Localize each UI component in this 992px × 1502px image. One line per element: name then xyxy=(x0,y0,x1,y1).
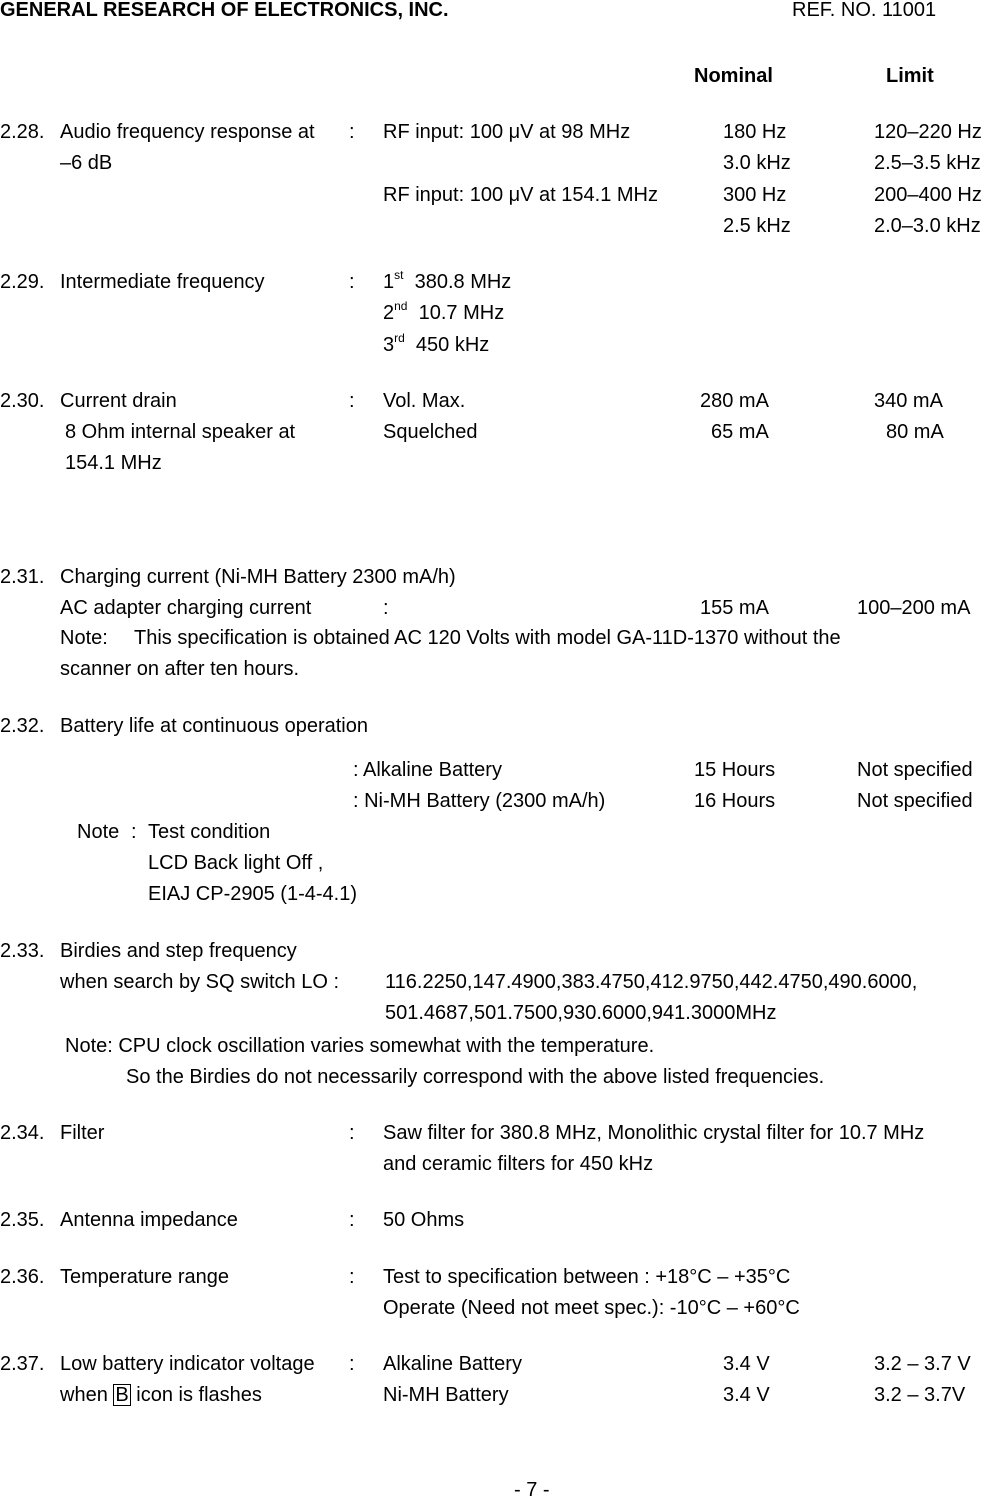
note-line: Test condition xyxy=(148,821,271,843)
condition-label: Ni-MH Battery xyxy=(383,1384,509,1406)
colon: : xyxy=(349,1266,355,1288)
limit-value: 3.2 – 3.7V xyxy=(874,1384,966,1406)
limit-value: 2.5–3.5 kHz xyxy=(874,152,981,174)
filter-description-cont: and ceramic filters for 450 kHz xyxy=(383,1153,654,1175)
test-temperature: Test to specification between : +18°C – +35°C xyxy=(383,1266,791,1288)
section-number: 2.33. xyxy=(0,940,45,962)
operate-temperature: Operate (Need not meet spec.): -10°C – +60°C xyxy=(383,1297,800,1319)
battery-icon: B xyxy=(115,1384,129,1406)
spec-title: Intermediate frequency xyxy=(60,271,265,293)
condition-label: : Alkaline Battery xyxy=(353,759,502,781)
section-number: 2.32. xyxy=(0,715,45,737)
section-number: 2.29. xyxy=(0,271,45,293)
nominal-value: 3.4 V xyxy=(723,1384,770,1406)
limit-value: 100–200 mA xyxy=(857,597,971,619)
spec-title: Antenna impedance xyxy=(60,1209,238,1231)
section-number: 2.30. xyxy=(0,390,45,412)
reference-number: REF. NO. 11001 xyxy=(792,0,937,21)
if-first: 1st 380.8 MHz xyxy=(383,268,512,293)
limit-value: Not specified xyxy=(857,790,973,812)
if-second: 2nd 10.7 MHz xyxy=(383,299,505,324)
spec-title: Birdies and step frequency xyxy=(60,940,297,962)
nominal-value: 2.5 kHz xyxy=(723,215,791,237)
nominal-heading: Nominal xyxy=(694,65,773,87)
section-number: 2.37. xyxy=(0,1353,45,1375)
limit-value: Not specified xyxy=(857,759,973,781)
spec-title-cont: 154.1 MHz xyxy=(65,452,162,474)
colon: : xyxy=(349,390,355,412)
spec-title-cont: –6 dB xyxy=(60,152,113,174)
condition-label: AC adapter charging current xyxy=(60,597,312,619)
note-text-cont: So the Birdies do not necessarily correspond with the above listed frequencies. xyxy=(126,1066,825,1088)
section-number: 2.31. xyxy=(0,566,45,588)
note-line: LCD Back light Off , xyxy=(148,852,324,874)
birdie-frequencies-cont: 501.4687,501.7500,930.6000,941.3000MHz xyxy=(385,1002,777,1024)
condition-154mhz: RF input: 100 μV at 154.1 MHz xyxy=(383,184,658,206)
colon: : xyxy=(349,1122,355,1144)
nominal-value: 16 Hours xyxy=(694,790,776,812)
if-third: 3rd 450 kHz xyxy=(383,331,490,356)
spec-title-cont: 8 Ohm internal speaker at xyxy=(65,421,296,443)
spec-title-cont: when B icon is flashes xyxy=(60,1384,262,1406)
limit-value: 3.2 – 3.7 V xyxy=(874,1353,971,1375)
colon: : xyxy=(349,271,355,293)
condition-label: : Ni-MH Battery (2300 mA/h) xyxy=(353,790,606,812)
condition-label: Alkaline Battery xyxy=(383,1353,522,1375)
impedance-value: 50 Ohms xyxy=(383,1209,465,1231)
condition-label: when search by SQ switch LO : xyxy=(60,971,340,993)
section-number: 2.28. xyxy=(0,121,45,143)
spec-title: Filter xyxy=(60,1122,105,1144)
nominal-value: 3.0 kHz xyxy=(723,152,791,174)
nominal-value: 180 Hz xyxy=(723,121,787,143)
birdie-frequencies: 116.2250,147.4900,383.4750,412.9750,442.4750,490.6000, xyxy=(385,971,918,993)
colon: : xyxy=(349,1209,355,1231)
spec-title: Charging current (Ni-MH Battery 2300 mA/h) xyxy=(60,566,456,588)
page-number: - 7 - xyxy=(514,1479,550,1501)
note-label: Note: xyxy=(60,627,108,649)
colon: : xyxy=(383,597,389,619)
limit-value: 340 mA xyxy=(874,390,943,412)
nominal-value: 155 mA xyxy=(700,597,769,619)
nominal-value: 280 mA xyxy=(700,390,769,412)
condition-label: Squelched xyxy=(383,421,478,443)
spec-title: Current drain xyxy=(60,390,177,412)
limit-value: 200–400 Hz xyxy=(874,184,982,206)
spec-title: Battery life at continuous operation xyxy=(60,715,368,737)
section-number: 2.35. xyxy=(0,1209,45,1231)
condition-98mhz: RF input: 100 μV at 98 MHz xyxy=(383,121,631,143)
condition-label: Vol. Max. xyxy=(383,390,466,412)
spec-title: Temperature range xyxy=(60,1266,229,1288)
colon: : xyxy=(349,1353,355,1375)
note-line: EIAJ CP-2905 (1-4-4.1) xyxy=(148,883,357,905)
spec-title: Audio frequency response at xyxy=(60,121,315,143)
limit-heading: Limit xyxy=(886,65,934,87)
limit-value: 2.0–3.0 kHz xyxy=(874,215,981,237)
note-text: Note: CPU clock oscillation varies somewhat with the temperature. xyxy=(65,1035,655,1057)
nominal-value: 300 Hz xyxy=(723,184,787,206)
note-text-cont: scanner on after ten hours. xyxy=(60,658,300,680)
note-label: Note xyxy=(77,821,120,843)
nominal-value: 3.4 V xyxy=(723,1353,770,1375)
nominal-value: 65 mA xyxy=(711,421,769,443)
filter-description: Saw filter for 380.8 MHz, Monolithic crystal filter for 10.7 MHz xyxy=(383,1122,925,1144)
colon: : xyxy=(349,121,355,143)
limit-value: 120–220 Hz xyxy=(874,121,982,143)
note-text: This specification is obtained AC 120 Volts with model GA-11D-1370 without the xyxy=(134,627,841,649)
section-number: 2.34. xyxy=(0,1122,45,1144)
company-name: GENERAL RESEARCH OF ELECTRONICS, INC. xyxy=(0,0,449,21)
section-number: 2.36. xyxy=(0,1266,45,1288)
limit-value: 80 mA xyxy=(886,421,944,443)
nominal-value: 15 Hours xyxy=(694,759,776,781)
note-colon: : xyxy=(131,821,137,843)
spec-title: Low battery indicator voltage xyxy=(60,1353,315,1375)
